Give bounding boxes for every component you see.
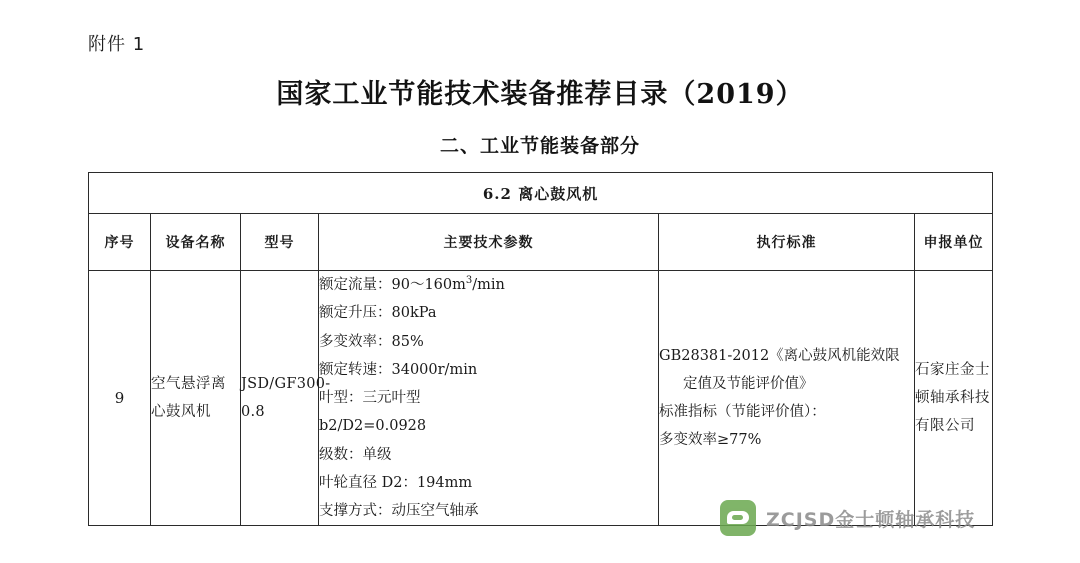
wechat-logo-icon — [720, 500, 756, 536]
standard-line: GB28381-2012《离心鼓风机能效限 — [659, 347, 900, 364]
column-header-name: 设备名称 — [151, 214, 241, 271]
column-header-model: 型号 — [241, 214, 319, 271]
page-title: 国家工业节能技术装备推荐目录（2019） — [276, 79, 804, 110]
table-section-header-row — [89, 173, 993, 214]
cell-technical-parameters — [319, 271, 659, 526]
column-header-index: 序号 — [89, 214, 151, 271]
param-line: 叶型：三元叶型 — [319, 390, 421, 407]
param-line: 支撑方式：动压空气轴承 — [319, 503, 479, 520]
cell-declaring-unit: 石家庄金士顿轴承科技有限公司 — [915, 271, 993, 526]
param-line: 额定升压：80kPa — [319, 305, 437, 322]
param-line: 多变效率：85% — [319, 333, 424, 350]
param-line: 额定流量：$90\sim 160m^3/\min$ — [319, 275, 505, 293]
param-line: 叶轮直径 D2：194mm — [319, 474, 473, 491]
spec-table — [88, 172, 993, 526]
cell-equipment-name: 空气悬浮离心鼓风机 — [151, 271, 241, 526]
param-line: 级数：单级 — [319, 446, 392, 463]
standard-line: 标准指标（节能评价值）： — [659, 404, 826, 421]
standard-line: 定值及节能评价值》 — [683, 375, 814, 392]
param-line: b2/D2=0.0928 — [319, 418, 427, 435]
watermark — [720, 500, 975, 536]
cell-model: JSD/GF300-0.8 — [241, 271, 319, 526]
watermark-text: ZCJSD金士顿轴承科技 — [766, 508, 976, 531]
table-section-header: 6.2 离心鼓风机 — [89, 173, 993, 214]
cell-execution-standard — [659, 271, 915, 526]
attachment-label: 附件 1 — [88, 34, 146, 55]
param-line: 额定转速：34000r/min — [319, 361, 478, 378]
cell-index: 9 — [89, 271, 151, 526]
column-header-params: 主要技术参数 — [319, 214, 659, 271]
standard-line: 多变效率≥77% — [659, 432, 762, 449]
column-header-unit: 申报单位 — [915, 214, 993, 271]
table-row — [89, 271, 993, 526]
column-header-standard: 执行标准 — [659, 214, 915, 271]
page-subtitle: 二、工业节能装备部分 — [439, 135, 640, 157]
table-header-row — [89, 214, 993, 271]
